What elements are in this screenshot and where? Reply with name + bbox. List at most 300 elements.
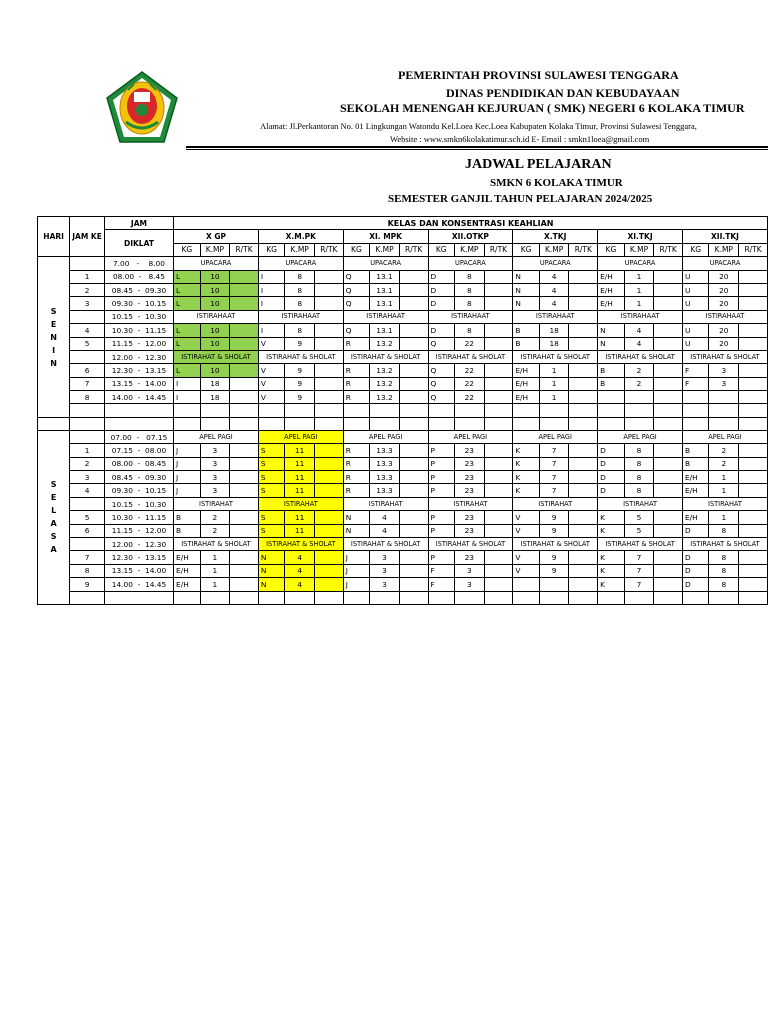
spacer-cell (104, 417, 173, 430)
time-cell: 14.00 - 14.45 (104, 578, 173, 591)
kg-cell: R (343, 444, 369, 457)
kg-cell: P (428, 457, 454, 470)
kg-cell: E/H (682, 484, 709, 497)
kg-cell: N (513, 270, 540, 283)
break-cell: APEL PAGI (682, 430, 767, 443)
kmp-cell: 1 (709, 471, 739, 484)
kmp-cell: 8 (624, 457, 654, 470)
kg-cell: I (258, 283, 284, 296)
kmp-cell: 3 (709, 377, 739, 390)
rtk-cell (399, 564, 428, 577)
kmp-cell: 4 (370, 511, 400, 524)
kmp-cell: 8 (285, 297, 315, 310)
time-cell: 10.30 - 11.15 (104, 511, 173, 524)
kg-cell: Q (343, 283, 369, 296)
break-cell: ISTIRAHAT & SHOLAT (174, 537, 259, 550)
kg-cell: K (598, 524, 625, 537)
empty-cell (484, 404, 513, 417)
rtk-cell (315, 377, 344, 390)
rtk-cell (739, 270, 768, 283)
schedule-row (38, 283, 768, 296)
rtk-cell (484, 578, 513, 591)
rtk-cell (569, 377, 598, 390)
rtk-cell (569, 578, 598, 591)
spacer-cell (230, 417, 259, 430)
time-cell: 12.00 - 12.30 (104, 537, 173, 550)
time-cell: 08.45 - 09.30 (104, 471, 173, 484)
schedule-row (38, 471, 768, 484)
kmp-cell: 3 (370, 564, 400, 577)
header-rule-thick (186, 146, 768, 148)
rtk-cell (739, 564, 768, 577)
kmp-cell: 1 (200, 564, 230, 577)
sub-header: K.MP (285, 243, 315, 256)
kg-cell: D (682, 578, 709, 591)
rtk-cell (399, 391, 428, 404)
rtk-cell (654, 524, 683, 537)
kg-cell: R (343, 457, 369, 470)
empty-cell (654, 404, 683, 417)
kmp-cell: 22 (454, 391, 484, 404)
kg-cell: L (174, 337, 201, 350)
kg-cell: L (174, 364, 201, 377)
empty-cell (569, 591, 598, 604)
time-cell: 08.00 - 8.45 (104, 270, 173, 283)
rtk-cell (315, 364, 344, 377)
empty-cell (258, 404, 284, 417)
break-cell: ISTIRAHAT & SHOLAT (513, 350, 598, 363)
rtk-cell (739, 471, 768, 484)
empty-cell (315, 591, 344, 604)
break-cell: APEL PAGI (598, 430, 683, 443)
rtk-cell (569, 564, 598, 577)
kmp-cell: 2 (624, 364, 654, 377)
kmp-cell: 2 (200, 511, 230, 524)
empty-cell (370, 591, 400, 604)
kmp-cell: 8 (624, 484, 654, 497)
rtk-cell (230, 444, 259, 457)
kmp-cell: 1 (624, 270, 654, 283)
kmp-cell: 11 (285, 471, 315, 484)
kmp-cell: 9 (285, 364, 315, 377)
class-header: XI.TKJ (598, 230, 683, 243)
rtk-cell (484, 564, 513, 577)
rtk-cell (654, 551, 683, 564)
rtk-cell (230, 578, 259, 591)
schedule-row (38, 511, 768, 524)
rtk-cell (230, 551, 259, 564)
kg-cell: P (428, 511, 454, 524)
break-cell: APEL PAGI (258, 430, 343, 443)
kmp-cell: 3 (200, 484, 230, 497)
empty-cell (200, 404, 230, 417)
schedule-table-container (37, 216, 768, 618)
kmp-cell: 13.2 (370, 364, 400, 377)
rtk-cell (739, 511, 768, 524)
rtk-cell (230, 324, 259, 337)
kg-cell: R (343, 471, 369, 484)
rtk-cell (569, 551, 598, 564)
kmp-cell: 3 (200, 444, 230, 457)
rtk-cell (315, 484, 344, 497)
spacer-cell (484, 417, 513, 430)
time-cell: 11.15 - 12.00 (104, 337, 173, 350)
kmp-cell: 13.2 (370, 377, 400, 390)
kmp-cell: 5 (624, 524, 654, 537)
spacer-cell (624, 417, 654, 430)
kmp-cell: 4 (624, 337, 654, 350)
sub-header: R/TK (230, 243, 259, 256)
rtk-cell (399, 551, 428, 564)
jam-ke-cell: 7 (70, 377, 105, 390)
kg-cell: V (513, 511, 540, 524)
kg-cell: E/H (174, 564, 201, 577)
spacer-cell (399, 417, 428, 430)
sub-header: K.MP (539, 243, 569, 256)
spacer-cell (343, 417, 369, 430)
kg-cell: B (513, 337, 540, 350)
kmp-cell: 23 (454, 524, 484, 537)
kmp-cell: 4 (539, 283, 569, 296)
schedule-row (38, 430, 768, 443)
kg-cell: N (513, 283, 540, 296)
kmp-cell: 20 (709, 297, 739, 310)
kmp-cell: 13.1 (370, 324, 400, 337)
spacer-cell (38, 417, 70, 430)
header-rule-thin (186, 149, 768, 150)
empty-cell (370, 404, 400, 417)
rtk-cell (484, 283, 513, 296)
empty-cell (513, 591, 540, 604)
empty-cell (174, 404, 201, 417)
kmp-cell: 8 (454, 270, 484, 283)
kg-cell: V (258, 364, 284, 377)
kg-cell: K (598, 564, 625, 577)
kg-cell: V (513, 524, 540, 537)
jam-ke-cell: 1 (70, 270, 105, 283)
kg-cell: N (258, 578, 284, 591)
sub-header: KG (174, 243, 201, 256)
jam-ke-cell: 4 (70, 324, 105, 337)
document-title: JADWAL PELAJARAN (465, 157, 612, 172)
spacer-cell (539, 417, 569, 430)
kmp-cell: 3 (200, 457, 230, 470)
break-cell: UPACARA (258, 257, 343, 270)
kmp-cell: 9 (539, 511, 569, 524)
kg-cell: J (343, 578, 369, 591)
kmp-cell: 3 (454, 564, 484, 577)
rtk-cell (654, 484, 683, 497)
spacer-cell (682, 417, 709, 430)
class-header: X.TKJ (513, 230, 598, 243)
kmp-cell: 4 (539, 270, 569, 283)
kg-cell: S (258, 511, 284, 524)
header-line-school: SEKOLAH MENENGAH KEJURUAN ( SMK) NEGERI 6 KOLAKA TIMUR (340, 101, 745, 115)
empty-cell (454, 591, 484, 604)
rtk-cell (739, 337, 768, 350)
kg-cell: Q (343, 297, 369, 310)
break-cell: ISTIRAHAT & SHOLAT (343, 537, 428, 550)
empty-cell (569, 404, 598, 417)
rtk-cell (654, 457, 683, 470)
kmp-cell: 8 (709, 551, 739, 564)
schedule-row (38, 524, 768, 537)
rtk-cell (569, 471, 598, 484)
kmp-cell: 11 (285, 457, 315, 470)
rtk-cell (739, 444, 768, 457)
kg-cell: E/H (513, 391, 540, 404)
header-line-province: PEMERINTAH PROVINSI SULAWESI TENGGARA (398, 68, 679, 82)
time-cell: 07.15 - 08.00 (104, 444, 173, 457)
kg-cell: K (513, 457, 540, 470)
break-cell: UPACARA (513, 257, 598, 270)
kmp-cell: 20 (709, 337, 739, 350)
kg-cell: F (428, 578, 454, 591)
kg-cell: D (598, 471, 625, 484)
kg-cell: N (598, 337, 625, 350)
break-cell: ISTIRAHAT & SHOLAT (513, 537, 598, 550)
kmp-cell: 2 (709, 444, 739, 457)
rtk-cell (739, 391, 768, 404)
kg-cell: N (343, 524, 369, 537)
empty-cell (70, 591, 105, 604)
kg-cell: Q (428, 337, 454, 350)
rtk-cell (399, 324, 428, 337)
jam-ke-cell (70, 310, 105, 323)
kmp-cell: 13.3 (370, 471, 400, 484)
kmp-cell: 7 (624, 564, 654, 577)
empty-cell (104, 591, 173, 604)
kg-cell: E/H (682, 471, 709, 484)
rtk-cell (315, 444, 344, 457)
kg-cell: K (598, 578, 625, 591)
empty-cell (230, 591, 259, 604)
kmp-cell: 13.3 (370, 444, 400, 457)
kg-cell: B (682, 457, 709, 470)
rtk-cell (739, 524, 768, 537)
kmp-cell: 9 (285, 337, 315, 350)
kg-cell: E/H (598, 297, 625, 310)
kmp-cell: 1 (200, 578, 230, 591)
kmp-cell: 3 (709, 364, 739, 377)
kmp-cell: 10 (200, 297, 230, 310)
kmp-cell: 9 (539, 564, 569, 577)
kg-cell: N (598, 324, 625, 337)
kmp-cell: 8 (624, 471, 654, 484)
spacer-cell (285, 417, 315, 430)
kg-cell: B (174, 524, 201, 537)
kmp-cell: 13.1 (370, 297, 400, 310)
break-cell: UPACARA (343, 257, 428, 270)
kg-cell: I (174, 391, 201, 404)
rtk-cell (230, 270, 259, 283)
time-cell: 09.30 - 10.15 (104, 297, 173, 310)
rtk-cell (654, 324, 683, 337)
empty-row (38, 591, 768, 604)
empty-cell (285, 591, 315, 604)
spacer-cell (428, 417, 454, 430)
kmp-cell: 9 (285, 377, 315, 390)
kmp-cell: 11 (285, 524, 315, 537)
sub-header: K.MP (454, 243, 484, 256)
break-cell: ISTIRAHAAT (513, 310, 598, 323)
kg-cell: U (682, 324, 709, 337)
break-cell: ISTIRAHAT (174, 497, 259, 510)
jam-ke-cell: 5 (70, 511, 105, 524)
empty-cell (104, 404, 173, 417)
rtk-cell (399, 484, 428, 497)
rtk-cell (315, 270, 344, 283)
kmp-cell: 1 (539, 377, 569, 390)
kmp-cell: 13.2 (370, 391, 400, 404)
kmp-cell: 10 (200, 283, 230, 296)
break-cell: ISTIRAHAT & SHOLAT (258, 537, 343, 550)
rtk-cell (315, 391, 344, 404)
jam-ke-cell: 7 (70, 551, 105, 564)
kg-cell: J (174, 444, 201, 457)
schedule-row (38, 391, 768, 404)
kmp-cell: 2 (709, 457, 739, 470)
kmp-cell: 8 (454, 324, 484, 337)
break-cell: ISTIRAHAT & SHOLAT (598, 537, 683, 550)
kmp-cell: 23 (454, 471, 484, 484)
kg-cell: P (428, 444, 454, 457)
kg-cell: P (428, 524, 454, 537)
kg-cell (513, 578, 540, 591)
kg-cell: L (174, 324, 201, 337)
kg-cell: N (258, 551, 284, 564)
rtk-cell (569, 457, 598, 470)
spacer-cell (174, 417, 201, 430)
kg-cell: U (682, 337, 709, 350)
schedule-row (38, 484, 768, 497)
kg-cell: B (598, 377, 625, 390)
time-cell: 10.15 - 10.30 (104, 310, 173, 323)
rtk-cell (230, 457, 259, 470)
jam-ke-cell: 3 (70, 471, 105, 484)
schedule-row (38, 350, 768, 363)
empty-cell (454, 404, 484, 417)
break-cell: ISTIRAHAT & SHOLAT (428, 350, 513, 363)
empty-cell (624, 591, 654, 604)
empty-cell (598, 591, 625, 604)
class-header: XII.TKJ (682, 230, 767, 243)
kmp-cell: 13.1 (370, 283, 400, 296)
kmp-cell: 1 (624, 283, 654, 296)
kg-cell: E/H (513, 377, 540, 390)
kg-cell: D (428, 270, 454, 283)
kg-cell: Q (343, 270, 369, 283)
spacer-cell (315, 417, 344, 430)
kmp-cell: 3 (200, 471, 230, 484)
class-header: X.M.PK (258, 230, 343, 243)
rtk-cell (569, 484, 598, 497)
empty-cell (343, 591, 369, 604)
kg-cell: V (258, 391, 284, 404)
jam-ke-cell (70, 430, 105, 443)
kmp-cell: 8 (624, 444, 654, 457)
kg-cell: S (258, 471, 284, 484)
rtk-cell (315, 524, 344, 537)
kg-cell: I (258, 297, 284, 310)
kg-cell: V (513, 551, 540, 564)
kmp-cell: 7 (624, 551, 654, 564)
spacer-cell (454, 417, 484, 430)
jam-ke-cell: 9 (70, 578, 105, 591)
rtk-cell (654, 471, 683, 484)
time-cell: 10.30 - 11.15 (104, 324, 173, 337)
empty-cell (428, 404, 454, 417)
sub-header: K.MP (624, 243, 654, 256)
schedule-row (38, 297, 768, 310)
break-cell: ISTIRAHAT (513, 497, 598, 510)
kmp-cell: 11 (285, 484, 315, 497)
rtk-cell (569, 297, 598, 310)
rtk-cell (315, 324, 344, 337)
sub-header: K.MP (200, 243, 230, 256)
schedule-row (38, 310, 768, 323)
kg-cell: V (513, 564, 540, 577)
spacer-cell (258, 417, 284, 430)
kg-cell: V (258, 377, 284, 390)
rtk-cell (230, 283, 259, 296)
empty-cell (539, 591, 569, 604)
break-cell: ISTIRAHAAT (682, 310, 767, 323)
kg-cell: E/H (174, 551, 201, 564)
schedule-row (38, 377, 768, 390)
kmp-cell: 8 (709, 578, 739, 591)
rtk-cell (654, 578, 683, 591)
empty-cell (230, 404, 259, 417)
break-cell: APEL PAGI (428, 430, 513, 443)
document-subtitle-school: SMKN 6 KOLAKA TIMUR (490, 177, 623, 189)
rtk-cell (739, 283, 768, 296)
kg-cell: I (174, 377, 201, 390)
schedule-row (38, 324, 768, 337)
empty-cell (399, 591, 428, 604)
kg-cell: Q (343, 324, 369, 337)
kmp-cell: 10 (200, 364, 230, 377)
rtk-cell (654, 377, 683, 390)
jam-ke-cell (70, 537, 105, 550)
rtk-cell (484, 524, 513, 537)
rtk-cell (315, 283, 344, 296)
kg-cell: E/H (174, 578, 201, 591)
rtk-cell (399, 337, 428, 350)
kmp-cell: 8 (454, 283, 484, 296)
kg-cell: R (343, 391, 369, 404)
kmp-cell: 1 (709, 484, 739, 497)
empty-cell (399, 404, 428, 417)
kmp-cell: 8 (285, 324, 315, 337)
time-cell: 7.00 - 8.00 (104, 257, 173, 270)
kmp-cell: 20 (709, 270, 739, 283)
empty-cell (709, 404, 739, 417)
rtk-cell (230, 364, 259, 377)
sub-header: KG (598, 243, 625, 256)
kg-cell: Q (428, 377, 454, 390)
kmp-cell: 1 (539, 391, 569, 404)
kmp-cell: 1 (624, 297, 654, 310)
empty-cell (739, 404, 768, 417)
empty-cell (285, 404, 315, 417)
empty-cell (654, 591, 683, 604)
rtk-cell (654, 283, 683, 296)
schedule-row (38, 444, 768, 457)
kg-cell: U (682, 283, 709, 296)
rtk-cell (230, 524, 259, 537)
kmp-cell: 4 (285, 564, 315, 577)
